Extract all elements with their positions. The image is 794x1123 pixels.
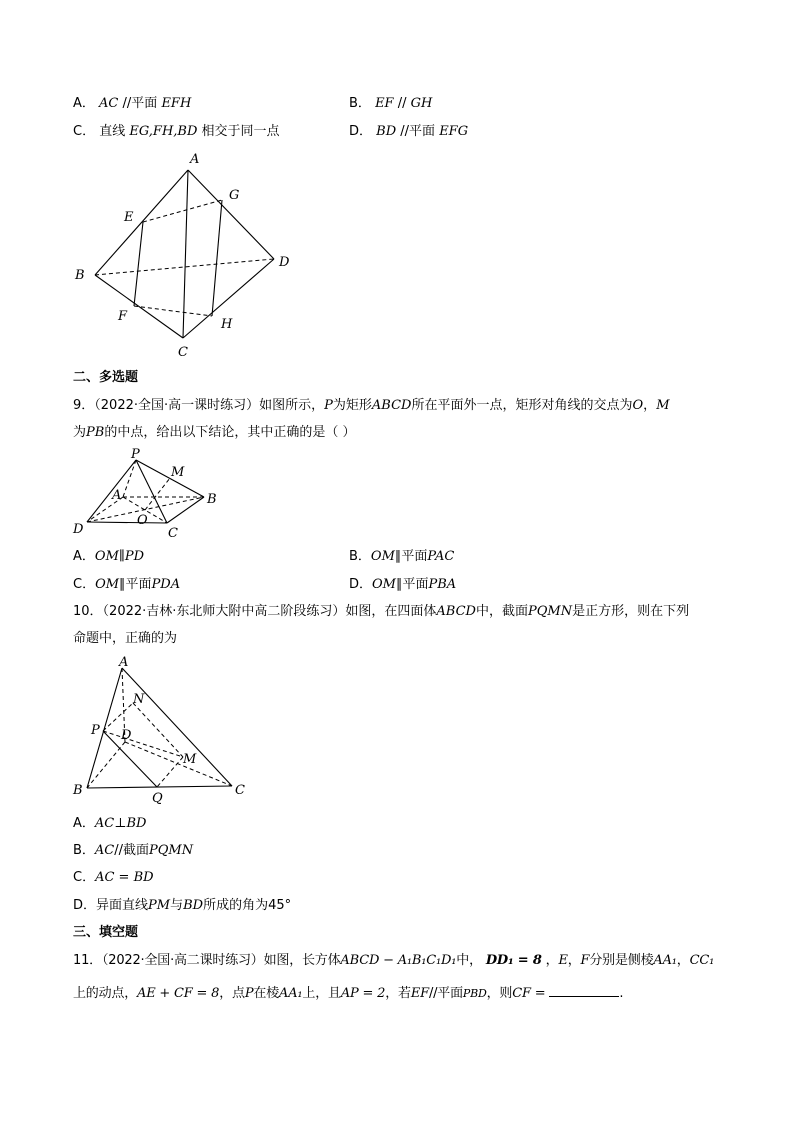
vertex-e-label: E <box>124 210 134 225</box>
stem-text: ，若 <box>385 986 411 1001</box>
stem-text: 的中点，给出以下结论，其中正确的是（ ） <box>104 425 356 440</box>
math-text: GH <box>410 96 433 111</box>
segment-pn <box>103 703 133 731</box>
vertex-g-label: G <box>229 188 240 203</box>
option-label: D． <box>349 577 373 592</box>
edge-bc <box>95 275 183 338</box>
stem-text: 中，截面 <box>475 604 528 619</box>
stem-text: 如图所示， <box>259 398 325 413</box>
question-number: 11． <box>73 953 102 968</box>
stem-text: 分别是侧棱 <box>589 953 654 968</box>
question-source: （2022·全国·高一课时练习） <box>94 398 260 413</box>
math-text: BD <box>183 898 204 913</box>
section-fill-blank-title: 三、填空题 <box>73 925 139 940</box>
segment-eg <box>143 200 222 222</box>
vertex-a-label: A <box>119 655 129 670</box>
question-source: （2022·全国·高二课时练习） <box>101 953 264 968</box>
point-q-label: Q <box>152 791 163 806</box>
math-text: P <box>324 398 333 413</box>
stem-text: 所在平面外一点，矩形对角线的交点为 <box>411 398 633 413</box>
q8-option-c[interactable] <box>73 124 280 140</box>
q10-option-d[interactable] <box>73 898 291 914</box>
q8-option-d[interactable] <box>349 124 468 140</box>
math-text: PAC <box>427 549 455 564</box>
math-text: F <box>580 953 590 968</box>
math-text: AA₁ <box>279 986 303 1001</box>
vertex-d-label: D <box>279 255 290 270</box>
option-text: //平面 <box>122 96 158 111</box>
math-text: AC <box>99 96 119 111</box>
q9-stem-line2 <box>73 425 355 441</box>
edge-ab <box>95 170 188 275</box>
math-text: ABCD − A₁B₁C₁D₁ <box>340 953 457 968</box>
vertex-b-label: B <box>207 492 217 507</box>
vertex-c-label: C <box>178 345 188 360</box>
option-label: A． <box>73 549 95 564</box>
math-text: OM <box>95 577 120 592</box>
vertex-p-label: P <box>131 447 140 462</box>
option-label: C． <box>73 870 96 885</box>
stem-text: . <box>619 986 624 1001</box>
edge-ac <box>122 668 232 786</box>
option-text: ∥平面 <box>119 577 152 592</box>
edge-pa <box>123 460 136 497</box>
option-text: 直线 <box>99 124 126 139</box>
option-text: 异面直线 <box>96 898 149 913</box>
option-label: D． <box>349 124 373 139</box>
stem-text: 上的动点， <box>73 986 138 1001</box>
math-text: PBD <box>462 987 487 1000</box>
q8-option-b[interactable] <box>349 96 432 112</box>
edge-bc <box>87 786 232 788</box>
edge-ab <box>87 668 122 788</box>
edge-ad <box>122 668 125 742</box>
math-text: DD₁ = 8 <box>485 953 542 968</box>
math-text: EF <box>410 986 429 1001</box>
segment-om <box>145 478 170 510</box>
edge-ad <box>188 170 274 259</box>
segment-mq <box>157 757 183 787</box>
q10-stem-line2: 命题中，正确的为 <box>73 631 178 646</box>
segment-gh <box>212 200 222 316</box>
segment-ef <box>134 222 143 306</box>
math-text: OM <box>372 577 396 592</box>
vertex-d-label: D <box>121 728 132 743</box>
math-text: AP = 2 <box>340 986 386 1001</box>
math-text: PB <box>86 425 105 440</box>
point-n-label: N <box>133 692 145 707</box>
math-text: ABCD <box>371 398 412 413</box>
diagonal-bd <box>87 497 204 522</box>
q10-stem-line1 <box>73 604 689 620</box>
option-text: 相交于同一点 <box>201 124 280 139</box>
point-o-label: O <box>137 513 148 528</box>
option-text: ∥平面 <box>395 577 429 592</box>
edge-pd <box>87 460 136 522</box>
option-label: A． <box>73 816 95 831</box>
segment-nm <box>133 703 183 757</box>
diagonal-ac <box>123 497 167 523</box>
option-label: D． <box>73 898 97 913</box>
point-m-label: M <box>183 752 197 767</box>
math-text: PM <box>148 898 171 913</box>
vertex-c-label: C <box>168 526 178 541</box>
point-p-label: P <box>91 723 100 738</box>
math-text: EG,FH,BD <box>129 124 198 139</box>
question-source: （2022·吉林·东北师大附中高二阶段练习） <box>102 604 346 619</box>
option-label: B． <box>73 843 95 858</box>
option-text: // <box>397 96 407 111</box>
vertex-f-label: F <box>118 309 128 324</box>
q9-option-a[interactable] <box>73 549 144 565</box>
math-text: OM <box>370 549 395 564</box>
math-text: EFH <box>161 96 192 111</box>
edge-dc <box>183 259 274 338</box>
q9-option-c[interactable] <box>73 577 180 593</box>
option-text: //截面 <box>114 843 150 858</box>
q8-option-a[interactable] <box>73 96 191 112</box>
question-number: 10． <box>73 604 103 619</box>
math-text: O <box>632 398 644 413</box>
math-text: AE + CF = 8 <box>137 986 220 1001</box>
math-text: AC <box>94 843 115 858</box>
edge-bd <box>95 259 274 275</box>
stem-text: 是正方形，则在下列 <box>572 604 690 619</box>
q11-stem-line2 <box>73 984 623 1002</box>
q9-stem-line1 <box>73 398 670 414</box>
math-text: PQMN <box>528 604 573 619</box>
answer-blank[interactable] <box>549 984 619 997</box>
math-text: 45° <box>268 898 292 913</box>
edge-pc <box>136 460 167 523</box>
math-text: AC = BD <box>95 870 154 885</box>
math-text: CF = <box>512 986 546 1001</box>
math-text: PQMN <box>149 843 194 858</box>
vertex-a-label: A <box>190 152 200 167</box>
option-text: 与 <box>170 898 184 913</box>
math-text: PDA <box>151 577 181 592</box>
math-text: PBA <box>428 577 457 592</box>
stem-text: ， <box>643 398 657 413</box>
math-text: EFG <box>439 124 469 139</box>
vertex-h-label: H <box>221 317 233 332</box>
segment-pq <box>103 731 157 787</box>
math-text: P <box>244 986 254 1001</box>
stem-text: ，点 <box>219 986 245 1001</box>
option-label: A． <box>73 96 95 111</box>
option-label: B． <box>349 96 371 111</box>
stem-text: 如图，在四面体 <box>345 604 437 619</box>
edge-ad <box>87 497 123 522</box>
math-text: BD <box>376 124 397 139</box>
math-text: ABCD <box>436 604 476 619</box>
math-text: CC₁ <box>689 953 715 968</box>
stem-text: 上，且 <box>302 986 341 1001</box>
edge-dc <box>87 522 167 523</box>
math-text: OM∥PD <box>94 549 145 564</box>
option-label: C． <box>73 124 96 139</box>
vertex-a-label: A <box>112 488 122 503</box>
option-text: 所成的角为 <box>203 898 269 913</box>
q11-stem-line1 <box>73 953 714 969</box>
math-text: AC⊥BD <box>94 816 147 831</box>
section-multi-choice-title: 二、多选题 <box>73 370 139 385</box>
option-label: B． <box>349 549 371 564</box>
option-label: C． <box>73 577 96 592</box>
segment-pm <box>103 731 183 757</box>
segment-fh <box>134 306 212 316</box>
point-m-label: M <box>171 465 185 480</box>
stem-text: 为 <box>73 425 87 440</box>
math-text: EF <box>375 96 394 111</box>
q10-option-c[interactable] <box>73 870 154 886</box>
q10-option-a[interactable] <box>73 816 146 832</box>
edge-cb <box>167 497 204 523</box>
stem-text: ， <box>567 953 581 968</box>
stem-text: 为矩形 <box>332 398 372 413</box>
q10-option-b[interactable] <box>73 843 193 859</box>
math-text: E <box>558 953 568 968</box>
stem-text: 在棱 <box>253 986 280 1001</box>
q9-option-b[interactable] <box>349 549 454 565</box>
stem-text: ， <box>545 953 559 968</box>
edge-bd <box>87 742 125 788</box>
option-text: ∥平面 <box>394 549 428 564</box>
question-number: 9． <box>73 398 95 413</box>
stem-text: 中， <box>456 953 482 968</box>
stem-text: 如图，长方体 <box>263 953 341 968</box>
vertex-d-label: D <box>73 522 84 537</box>
edge-pb <box>136 460 204 497</box>
q9-option-d[interactable] <box>349 577 456 593</box>
edge-ac <box>183 170 188 338</box>
vertex-b-label: B <box>73 783 83 798</box>
stem-text: ， <box>676 953 690 968</box>
edge-cd <box>125 742 232 786</box>
stem-text: ，则 <box>486 986 513 1001</box>
vertex-b-label: B <box>75 268 85 283</box>
option-text: //平面 <box>400 124 436 139</box>
vertex-c-label: C <box>235 783 245 798</box>
stem-text: //平面 <box>428 986 463 1001</box>
math-text: M <box>656 398 670 413</box>
math-text: AA₁ <box>653 953 677 968</box>
